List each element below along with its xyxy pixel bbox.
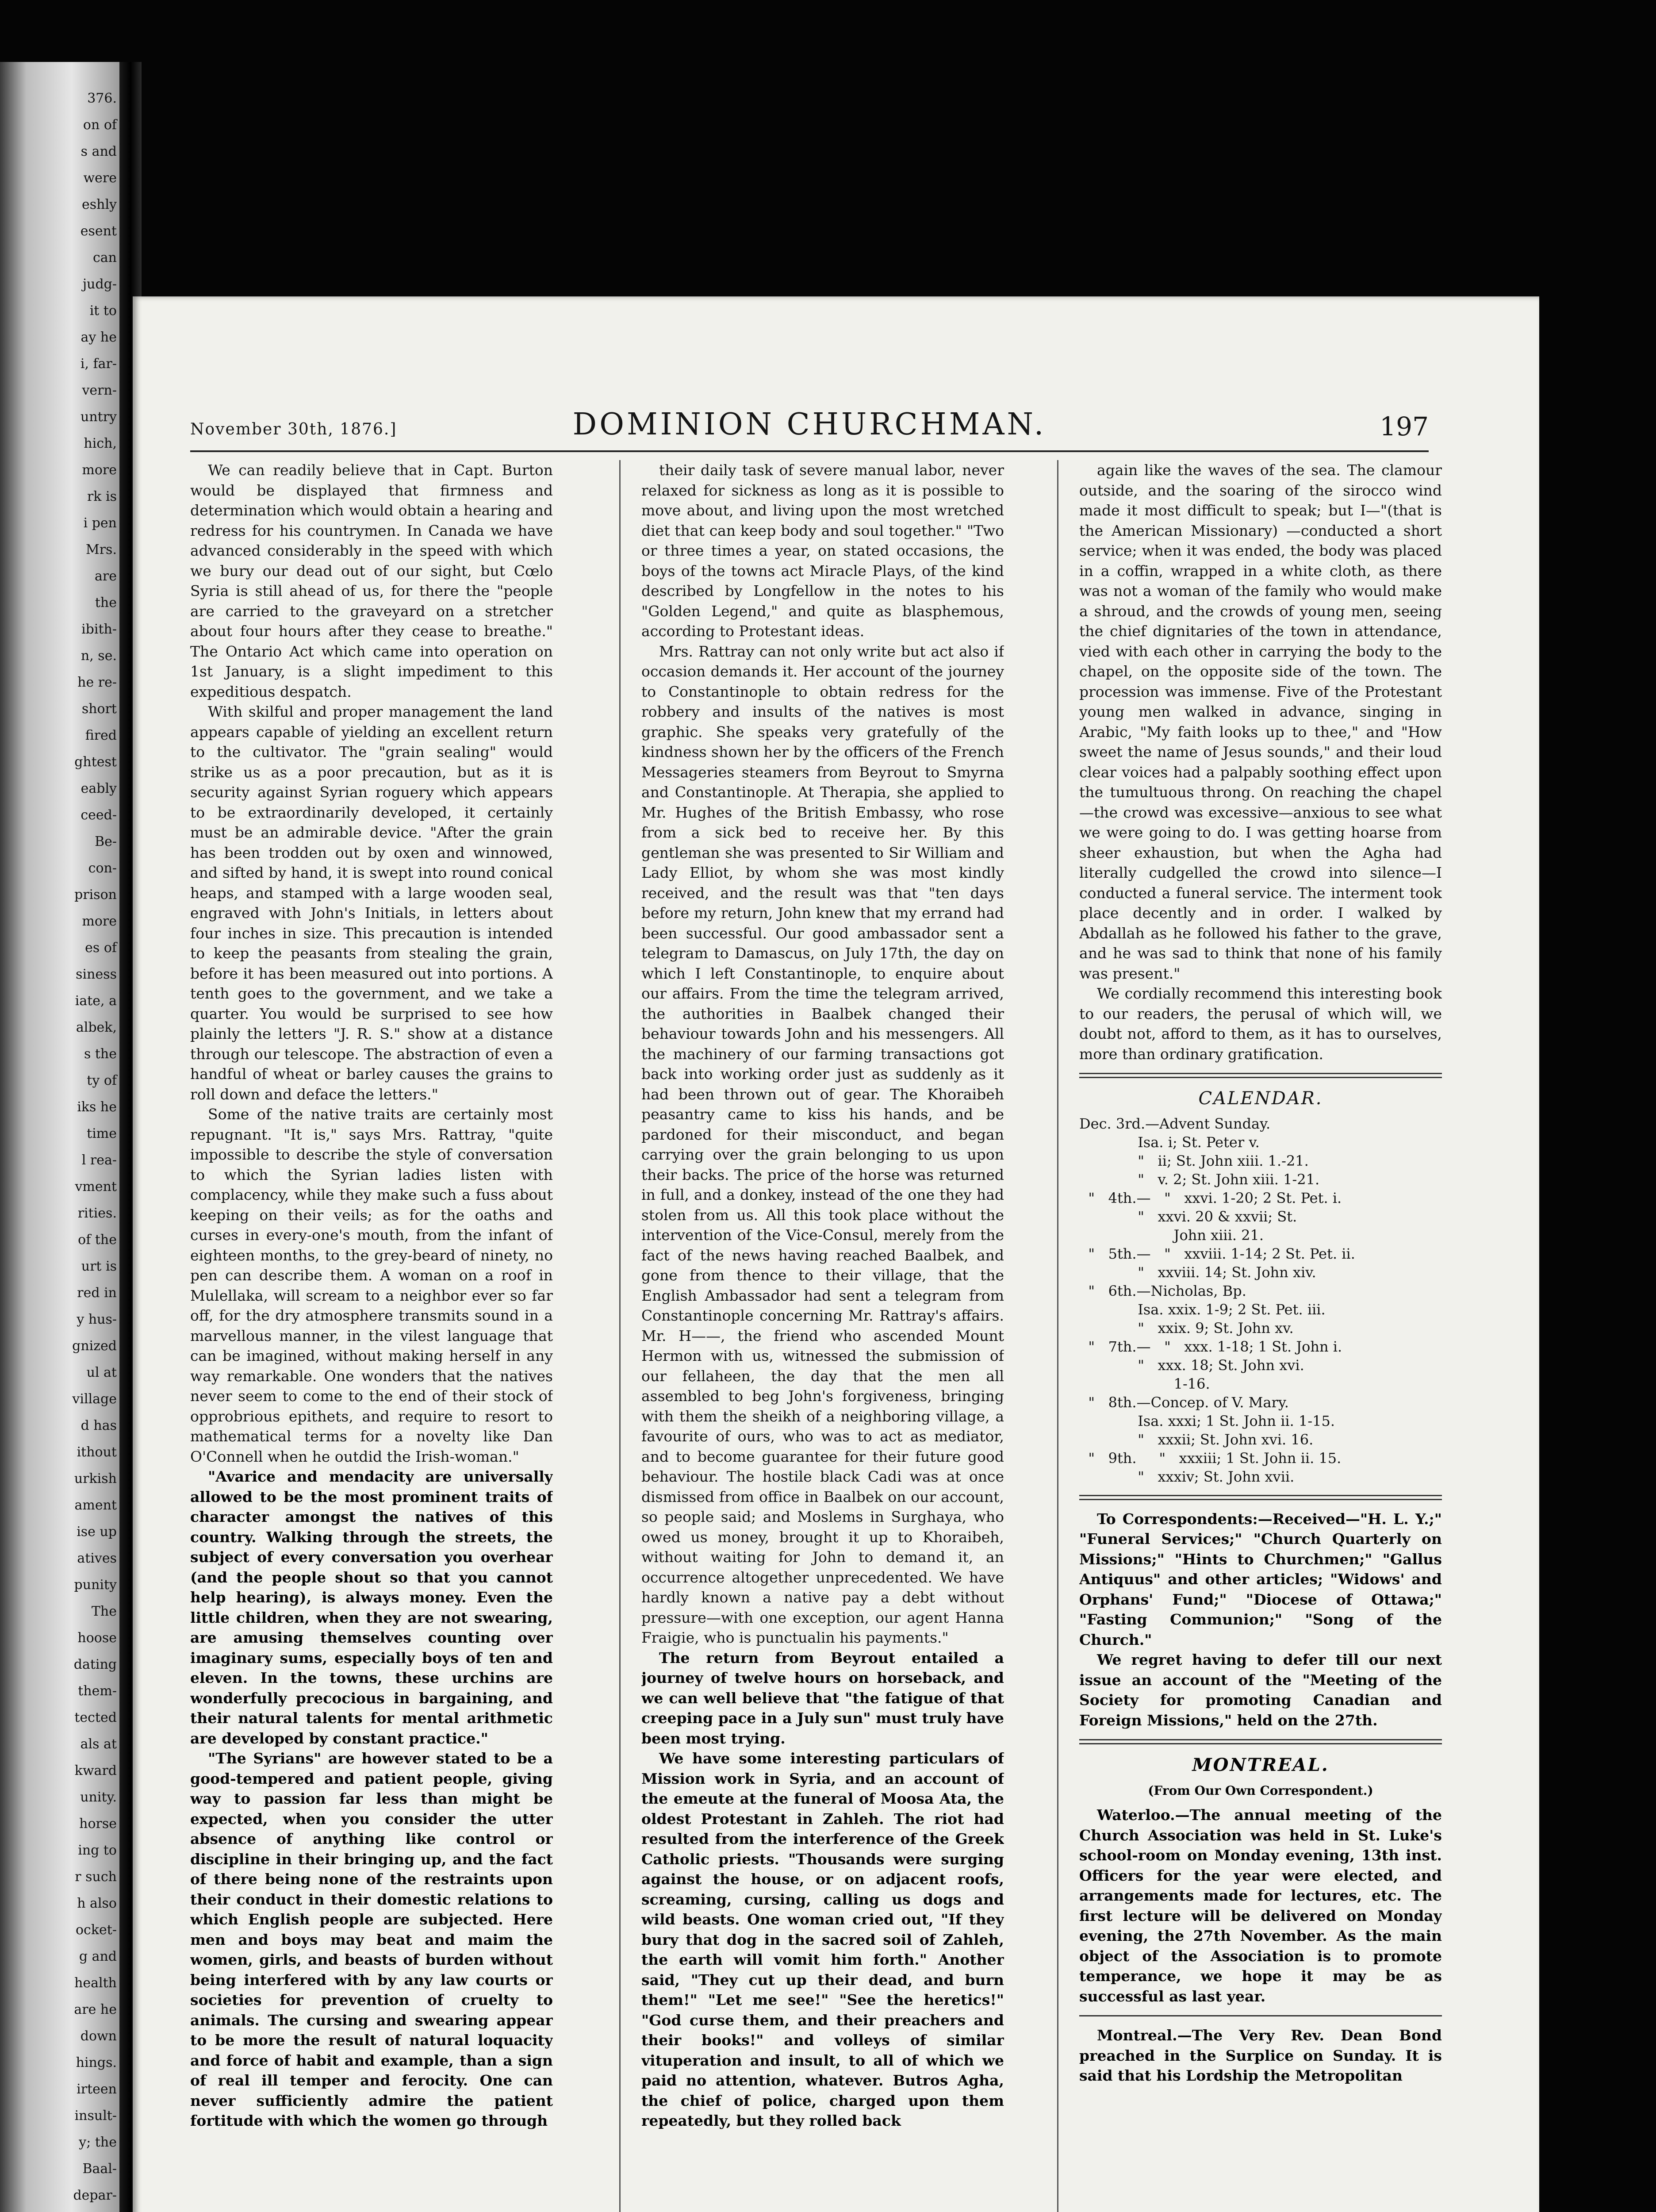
column-rule — [1057, 460, 1058, 2212]
left-page-text-fragment: ocket- — [76, 1922, 117, 1938]
correspondents-notice: To Correspondents:—Received—"H. L. Y.;" "Funeral Services;" "Church Quarterly on Missions;" "Hints to Churchmen;" "Gallus Antiquus" and other articles; "Widows' and Orphans' Fund;" "Diocese of Ottawa;" "Fasting Communion;" "Song of the Church." — [1079, 1510, 1442, 1648]
left-page-text-fragment: gnized — [72, 1338, 117, 1354]
calendar-line: " xxvi. 20 & xxvii; St. — [1079, 1208, 1297, 1225]
left-page-text-fragment: siness — [76, 967, 117, 982]
montreal-subheading: (From Our Own Correspondent.) — [1148, 1783, 1373, 1798]
calendar-line: 1-16. — [1079, 1375, 1210, 1392]
calendar-line: " v. 2; St. John xiii. 1-21. — [1079, 1171, 1320, 1188]
left-page-text-fragment: insult- — [74, 2108, 117, 2124]
left-page-text-fragment: irteen — [77, 2081, 117, 2097]
calendar-line: " 8th.—Concep. of V. Mary. — [1079, 1394, 1289, 1411]
publication-title: DOMINION CHURCHMAN. — [572, 407, 1046, 442]
item-divider — [1079, 2015, 1442, 2016]
left-page-text-fragment: urkish — [74, 1471, 117, 1486]
left-page-text-fragment: kward — [74, 1763, 117, 1778]
left-page-text-fragment: horse — [79, 1816, 117, 1832]
montreal-heading: MONTREAL. — [1192, 1755, 1329, 1775]
left-page-text-fragment: es of — [85, 940, 117, 956]
left-page-text-fragment: iks he — [77, 1099, 117, 1115]
calendar-heading: CALENDAR. — [1198, 1088, 1323, 1109]
left-page-text-fragment: r such — [75, 1869, 117, 1885]
left-page-text-fragment: on of — [83, 117, 117, 133]
left-page-text-fragment: are he — [74, 2002, 117, 2017]
left-page-text-fragment: prison — [74, 887, 117, 902]
page-number: 197 — [1380, 411, 1429, 442]
calendar-line: " 7th.— " xxx. 1-18; 1 St. John i. — [1079, 1338, 1342, 1355]
left-page-text-fragment: fired — [85, 728, 117, 743]
left-page-text-fragment: l rea- — [81, 1152, 117, 1168]
left-page-text-fragment: ceed- — [80, 807, 117, 823]
calendar-line: Dec. 3rd.—Advent Sunday. — [1079, 1115, 1271, 1132]
calendar-listing — [1079, 1114, 1442, 1486]
header-rule — [190, 450, 1429, 452]
left-page-text-fragment: ibith- — [81, 622, 117, 637]
left-page-text-fragment: health — [74, 1975, 117, 1991]
left-page-text-fragment: Mrs. — [86, 542, 117, 557]
left-page-text-fragment: Baal- — [82, 2161, 117, 2177]
left-page-text-fragment: s and — [80, 144, 117, 159]
calendar-line: " xxix. 9; St. John xv. — [1079, 1319, 1294, 1336]
newspaper-page — [133, 296, 1539, 2212]
left-page-text-fragment: more — [82, 914, 117, 929]
left-page-text-fragment: down — [80, 2028, 117, 2044]
calendar-line: " xxxiv; St. John xvii. — [1079, 1468, 1295, 1485]
issue-date: November 30th, 1876.] — [190, 420, 397, 438]
left-page-text-fragment: h also — [77, 1896, 117, 1911]
left-page-text-fragment: short — [81, 701, 117, 717]
left-page-fragment — [0, 62, 119, 2212]
section-divider — [1079, 1495, 1442, 1500]
paragraph: With skilful and proper management the land appears capable of yielding an excellent return to the cultivator. The "grain sealing" would strike us as a poor precaution, but as it is security against Syrian roguery which appears to be extraordinarily developed, it certainly must be an admirable device. "After the grain has been trodden out by oxen and winnowed, and sifted by hand, it is swept into round conical heaps, and stamped with a large wooden seal, engraved with John's Initials, in letters about four inches in size. This precaution is intended to keep the peasants from stealing the grain, before it has been measured out into portions. A tenth goes to the government, and we take a quarter. You would be surprised to see how plainly the letters "J. R. S." show at a distance through our telescope. The abstraction of even a handful of wheat or barley causes the grains to roll down and deface the letters." — [190, 703, 553, 1103]
left-page-text-fragment: eably — [80, 781, 117, 796]
left-page-text-fragment: s the — [84, 1046, 117, 1062]
calendar-line: " xxviii. 14; St. John xiv. — [1079, 1263, 1316, 1281]
page-header — [190, 407, 1429, 447]
left-page-text-fragment: punity — [74, 1577, 117, 1593]
left-page-text-fragment: vern- — [82, 383, 117, 398]
left-page-text-fragment: he re- — [77, 675, 117, 690]
left-page-text-fragment: it to — [89, 303, 117, 319]
calendar-line: " 6th.—Nicholas, Bp. — [1079, 1282, 1246, 1299]
section-divider — [1079, 1739, 1442, 1744]
left-page-text-fragment: esent — [80, 223, 117, 239]
calendar-line: " 4th.— " xxvi. 1-20; 2 St. Pet. i. — [1079, 1189, 1342, 1206]
column-3 — [1079, 460, 1442, 2212]
section-divider — [1079, 1073, 1442, 1078]
left-page-text-fragment: ghtest — [74, 754, 117, 770]
left-page-text-fragment: dating — [73, 1657, 117, 1672]
left-page-text-fragment: als at — [80, 1736, 117, 1752]
left-page-text-fragment: ise up — [77, 1524, 117, 1540]
left-page-text-fragment: atives — [77, 1551, 117, 1566]
left-page-text-fragment: g and — [79, 1949, 117, 1964]
left-page-text-fragment: rk is — [87, 489, 117, 504]
left-page-text-fragment: y hus- — [77, 1312, 117, 1327]
left-page-text-fragment: time — [87, 1126, 117, 1141]
paragraph: We have some interesting particulars of Mission work in Syria, and an account of the emeute at the funeral of Moosa Ata, the oldest Protestant in Zahleh. The riot had resulted from the interference of the Greek Catholic priests. "Thousands were surging against the house, or on adjacent roofs, screaming, cursing, calling us dogs and wild beasts. One woman cried out, "If they bury that dog in the sacred soil of Zahleh, the earth will vomit him forth." Another said, "They cut up their dead, and burn them!" "Let me see!" "See the heretics!" "God curse them, and their preachers and their books!" and volleys of similar vituperation and insult, to all of which we paid no attention, whatever. Butros Agha, the chief of police, charged upon them repeatedly, but they rolled back — [641, 1750, 1004, 2129]
left-page-text-fragment: rities. — [77, 1206, 117, 1221]
left-page-text-fragment: of the — [78, 1232, 117, 1248]
left-page-text-fragment: more — [82, 462, 117, 478]
calendar-line: John xiii. 21. — [1079, 1226, 1264, 1244]
left-page-text-fragment: hings. — [76, 2055, 117, 2070]
paragraph: their daily task of severe manual labor, never relaxed for sickness as long as it is possible to move about, and living upon the most wretched diet that can keep body and soul together." "Two or three times a year, on stated occasions, the boys of the towns act Miracle Plays, of the kind described by Longfellow in the notes to his "Golden Legend," and quite as blasphemous, according to Protestant ideas. — [641, 461, 1004, 640]
montreal-item: Montreal.—The Very Rev. Dean Bond preached in the Surplice on Sunday. It is said that his Lordship the Metropolitan — [1079, 2027, 1442, 2084]
left-page-text-fragment: untry — [80, 409, 117, 425]
calendar-line: " 5th.— " xxviii. 1-14; 2 St. Pet. ii. — [1079, 1245, 1355, 1262]
calendar-line: Isa. xxxi; 1 St. John ii. 1-15. — [1079, 1412, 1335, 1429]
left-page-text-fragment: judg- — [82, 276, 117, 292]
paragraph: again like the waves of the sea. The clamour outside, and the soaring of the sirocco wind made it most difficult to speak; but I—"(that is the American Missionary) —conducted a short service; when it was ended, the body was placed in a coffin, wrapped in a white cloth, as there was not a woman of the family who would make a shroud, and the crowds of young men, seeing the chief dignitaries of the town in attendance, vied with each other in carrying the body to the chapel, on the opposite side of the town. The procession was immense. Five of the Protestant young men walked in advance, singing in Arabic, "My faith looks up to thee," and "How sweet the name of Jesus sounds," and their loud clear voices had a palpably soothing effect upon the tumultuous throng. On reaching the chapel—the crowd was excessive—anxious to see what we were going to do. I was getting hoarse from sheer exhaustion, but when the Agha had literally cudgelled the crowd into silence—I conducted a funeral service. The interment took place decently and in order. I walked by Abdallah as he followed his father to the grave, and he was sad to think that none of his family was present." — [1079, 461, 1442, 982]
paragraph: Mrs. Rattray can not only write but act also if occasion demands it. Her account of the journey to Constantinople to obtain redress for the robbery and insults of the natives is most graphic. She speaks very gratefully of the kindness shown her by the officers of the French Messageries steamers from Beyrout to Smyrna and Constantinople. At Therapia, she applied to Mr. Hughes of the British Embassy, who rose from a sick bed to receive her. By this gentleman she was presented to Sir William and Lady Elliot, by whom she was most kindly received, and the result was that "ten days before my return, John knew that my errand had been successful. Our good ambassador sent a telegram to Damascus, on July 17th, the day on which I left Constantinople, to enquire about our affairs. From the time the telegram arrived, the authorities in Baalbek changed their behaviour towards John and his messengers. All the machinery of our farming transactions got back into working order just as suddenly as it had been thrown out of gear. The Khoraibeh peasantry came to kiss his hands, and be pardoned for their misconduct, and began carrying over the grain belonging to us upon their backs. The price of the horse was returned in full, and a donkey, instead of the one they had stolen from us. All this took place without the intervention of the Vice-Consul, merely from the fact of the news having reached Baalbek, and gone from thence to their village, that the English Ambassador had sent a telegram from Constantinople concerning Mr. Rattray's affairs. Mr. H——, the friend who ascended Mount Hermon with us, witnessed the submission of our fellaheen, the day that the men all assembled to beg John's forgiveness, bringing with them the sheikh of a neighboring village, a favourite of ours, who was to act as mediator, and to become guarantee for their future good behaviour. The hostile black Cadi was at once dismissed from office in Baalbek on our account, so people said; and Moslems in Surghaya, who owed us money, brought it up to Khoraibeh, without waiting for John to demand it, an occurrence altogether unprecedented. We have hardly known a native pay a debt without pressure—with one exception, our agent Hanna Fraigie, who is punctualin his payments." — [641, 642, 1004, 1646]
left-page-text-fragment: the — [95, 595, 117, 611]
left-page-text-fragment: ing to — [78, 1843, 117, 1858]
left-page-text-fragment: unity. — [80, 1790, 117, 1805]
column-2 — [641, 460, 1004, 2212]
paragraph: We cordially recommend this interesting book to our readers, the perusal of which will, we doubt not, afford to them, as it has to ourselves, more than ordinary gratification. — [1079, 985, 1442, 1063]
left-page-text-fragment: tected — [74, 1710, 117, 1725]
calendar-line: " ii; St. John xiii. 1.-21. — [1079, 1152, 1309, 1169]
left-page-text-fragment: eshly — [81, 197, 117, 212]
left-page-text-fragment: hich, — [84, 436, 117, 451]
left-page-text-fragment: village — [72, 1391, 117, 1407]
left-page-text-fragment: red in — [77, 1285, 117, 1301]
paragraph: Some of the native traits are certainly most repugnant. "It is," says Mrs. Rattray, "quite impossible to describe the style of conversation to which the Syrian ladies listen with complacency, while they make such a fuss about keeping on their veils; as for the oaths and curses in every-one's mouth, from the infant of eighteen months, to the grey-beard of ninety, no pen can describe them. A woman on a roof in Mulellaka, will scream to a neighbor ever so far off, for the dry atmosphere transmits sound in a marvellous manner, in the vilest language that can be imagined, without making herself in any way remarkable. One wonders that the natives never seem to come to the end of their stock of opprobrious epithets, and require to resort to mathematical terms for a novelty like Dan O'Connell when he outdid the Irish-woman." — [190, 1106, 553, 1465]
left-page-text-fragment: The — [91, 1604, 117, 1619]
left-page-text-fragment: ithout — [77, 1444, 117, 1460]
column-1 — [190, 460, 553, 2212]
paragraph: We can readily believe that in Capt. Burton would be displayed that firmness and determination which would obtain a hearing and redress for his countrymen. In Canada we have advanced considerably in the speed with which we bury our dead out of our sight, but Cœlo Syria is still ahead of us, for there the "people are carried to the graveyard on a stretcher about four hours after they cease to breathe." The Ontario Act which came into operation on 1st January, is a slight impediment to this expeditious despatch. — [190, 461, 553, 700]
waterloo-item: Waterloo.—The annual meeting of the Church Association was held in St. Luke's school-room on Monday evening, 13th inst. Officers for the year were elected, and arrangements made for lectures, etc. The first lecture will be delivered on Monday evening, the 27th November. As the main object of the Association is to promote temperance, we hope it may be as successful as last year. — [1079, 1806, 1442, 2005]
left-page-text-fragment: them- — [78, 1683, 117, 1699]
left-page-text-fragment: depar- — [73, 2188, 117, 2203]
calendar-line: " 9th. " xxxiii; 1 St. John ii. 15. — [1079, 1449, 1342, 1467]
calendar-line: " xxxii; St. John xvi. 16. — [1079, 1431, 1314, 1448]
left-page-text-fragment: urt is — [81, 1259, 117, 1274]
left-page-text-fragment: 376. — [87, 91, 117, 106]
left-page-text-fragment: d has — [80, 1418, 117, 1433]
left-page-text-fragment: albek, — [76, 1020, 117, 1035]
paragraph: "The Syrians" are however stated to be a good-tempered and patient people, giving way to passion far less than might be expected, when you consider the utter absence of anything like control or discipline in their bringing up, and the fact of there being none of the restraints upon their conduct in their domestic relations to which English people are subjected. Here men and boys may beat and maim the women, girls, and beasts of burden without being interfered with by any law courts or societies for prevention of cruelty to animals. The cursing and swearing appear to be more the result of natural loquacity and force of habit and example, than a sign of real ill temper and ferocity. One can never sufficiently admire the patient fortitude with which the women go through — [190, 1750, 553, 2129]
left-page-text-fragment: y; the — [79, 2135, 117, 2150]
left-page-text-fragment: were — [83, 170, 117, 186]
calendar-line: " xxx. 18; St. John xvi. — [1079, 1356, 1304, 1374]
left-page-text-fragment: Be- — [95, 834, 117, 849]
paragraph: "Avarice and mendacity are universally allowed to be the most prominent traits of character amongst the natives of this country. Walking through the streets, the subject of every conversation you overhear (and the people shout so that you cannot help hearing), is always money. Even the little children, when they are not swearing, are amusing themselves counting over imaginary sums, especially boys of ten and eleven. In the towns, these urchins are wonderfully precocious in bargaining, and their natural talents for mental arithmetic are developed by constant practice." — [190, 1468, 553, 1747]
calendar-line: Isa. i; St. Peter v. — [1079, 1133, 1260, 1151]
left-page-text-fragment: vment — [75, 1179, 117, 1194]
left-page-text-fragment: i, far- — [80, 356, 117, 372]
column-rule — [619, 460, 621, 2212]
paragraph: The return from Beyrout entailed a journey of twelve hours on horseback, and we can well believe that "the fatigue of that creeping pace in a July sun" must truly have been most trying. — [641, 1649, 1004, 1747]
left-page-text-fragment: ul at — [86, 1365, 117, 1380]
regret-notice: We regret having to defer till our next issue an account of the "Meeting of the Society for promoting Canadian and Foreign Missions," held on the 27th. — [1079, 1651, 1442, 1729]
left-page-text-fragment: ay he — [80, 330, 117, 345]
left-page-text-fragment: con- — [88, 860, 117, 876]
left-page-text-fragment: can — [92, 250, 117, 265]
calendar-line: Isa. xxix. 1-9; 2 St. Pet. iii. — [1079, 1301, 1326, 1318]
left-page-text-fragment: n, se. — [80, 648, 117, 664]
left-page-text-fragment: are — [95, 568, 117, 584]
left-page-text-fragment: hoose — [77, 1630, 117, 1646]
left-page-text-fragment: iate, a — [75, 993, 117, 1009]
left-page-text-fragment: ament — [74, 1498, 117, 1513]
left-page-text-fragment: ty of — [87, 1073, 117, 1088]
left-page-text-fragment: i pen — [83, 515, 117, 531]
